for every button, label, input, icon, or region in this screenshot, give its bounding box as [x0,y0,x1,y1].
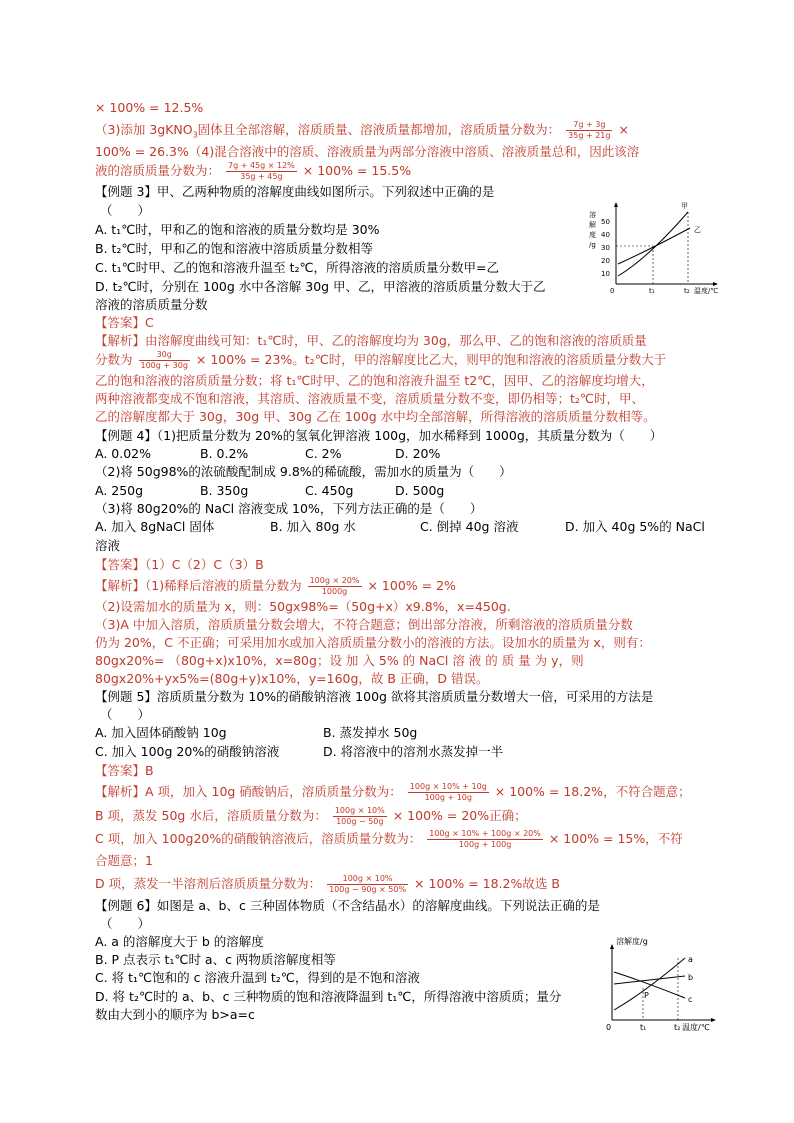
analysis-line: C 项，加入 100g20%的硝酸钠溶液后，溶质质量分数为： $\frac{100g \times 10\% + 100g \times 20\%}{100g + 100g}$ × 100% = 15%，不符 [95,829,683,849]
option: C. 将 t₁℃饱和的 c 溶液升温到 t₂℃，得到的是不饱和溶液 [95,970,420,985]
y-axis-label: 溶解度/g [616,937,648,946]
option: A. a 的溶解度大于 b 的溶解度 [95,934,264,949]
series-label: a [688,955,693,964]
x-tick-label: t₁ [649,287,655,295]
y-axis-label: /g [589,241,596,249]
analysis-line: 80gx20%= （80g+x)x10%，x=80g；设 加 入 5% 的 NaCl 溶 液 的 质 量 为 y，则 [95,653,584,668]
y-axis-label: 度 [589,231,596,239]
option: C. t₁℃时甲、乙的饱和溶液升温至 t₂℃，所得溶液的溶质质量分数甲=乙 [95,260,500,275]
fraction: $\frac{7g + 3g}{35g + 21g}$ [568,120,611,140]
option: D. 将 t₂℃时的 a、b、c 三种物质的饱和溶液降温到 t₁℃，所得溶液中溶质质；量分 [95,989,562,1004]
x-axis-label: 温度/℃ [694,287,719,295]
y-tick-label: 40 [601,231,610,239]
series-label: 甲 [681,202,688,210]
y-tick-label: 10 [601,270,610,278]
solubility-graph-2 [600,932,724,1036]
analysis-line: （3)A 中加入溶质，溶质质量分数会增大，不符合题意；倒出部分溶液，所剩溶液的溶质质量分数 [95,617,633,632]
analysis-line: 分数为 $\frac{30g}{100g + 30g}$ × 100% = 23%。t₂℃时，甲的溶解度比乙大，则甲的饱和溶液的溶质质量分数大于 [95,350,667,370]
question-title: 【例题 6】如图是 a、b、c 三种固体物质（不含结晶水）的溶解度曲线。下列说法正确的是 [95,898,600,913]
analysis-line: 两种溶液都变成不饱和溶液，其溶质、溶液质量不变，溶质质量分数不变，即仍相等；t₂℃时，甲、 [95,391,644,406]
option: B. t₂℃时，甲和乙的饱和溶液中溶质质量分数相等 [95,241,373,256]
origin-label: 0 [610,287,615,295]
y-axis-label: 解 [589,221,596,229]
fraction: $\frac{100g \times 20\%}{1000g}$ [309,576,360,596]
question-title: （2)将 50g98%的浓硫酸配制成 9.8%的稀硫酸，需加水的质量为（ ） [95,464,512,479]
fraction: $\frac{7g + 45g \times 12\%}{35g + 45g}$ [228,161,295,181]
y-tick-label: 30 [601,244,610,252]
analysis-line: 【解析】A 项，加入 10g 硝酸钠后，溶质质量分数为： $\frac{100g \times 10\% + 10g}{100g + 10g}$ × 100% = 18.2%，不符合题意； [95,782,691,802]
series-label: 乙 [694,226,701,234]
option: 溶液的溶质质量分数 [95,297,208,312]
analysis-line: 仍为 20%，C 不正确；可采用加水或加入溶质质量分数小的溶液的方法。设加水的质量为 x，则有： [95,635,651,650]
x-tick-label: t₁ [640,1023,647,1032]
question-title: 【例题 3】甲、乙两种物质的溶解度曲线如图所示。下列叙述中正确的是 [95,184,495,199]
analysis-line: 80gx20%+yx5%=(80g+y)x10%，y=160g，故 B 正确，D 错误。 [95,671,489,686]
analysis-line: 合题意；1 [95,853,153,868]
solubility-graph-1 [588,198,722,296]
fraction: $\frac{30g}{100g + 30g}$ [140,350,188,370]
option: 数由大到小的顺序为 b>a=c [95,1007,255,1022]
fraction: $\frac{100g \times 10\%}{100g - 90g \times 50\%}$ [329,874,407,894]
answer-paren: （ ） [100,203,151,218]
option: B. P 点表示 t₁℃时 a、c 两物质溶解度相等 [95,952,336,967]
question-title: 【例题 5】溶质质量分数为 10%的硝酸钠溶液 100g 欲将其溶质质量分数增大一倍，可采用的方法是 [95,689,654,704]
analysis-line: 乙的溶解度都大于 30g，30g 甲、30g 乙在 100g 水中均全部溶解，所得溶液的溶质质量分数相等。 [95,409,656,424]
analysis-line: 【解析】（1)稀释后溶液的质量分数为 $\frac{100g \times 20\%}{1000g}$ × 100% = 2% [95,576,456,596]
origin-label: 0 [606,1023,612,1032]
y-tick-label: 20 [601,257,610,265]
solution-line: 100% = 26.3%（4)混合溶液中的溶质、溶液质量为两部分溶液中溶质、溶液质量总和，因此该溶 [95,144,640,159]
x-axis-label: 温度/℃ [682,1023,710,1032]
analysis-line: （2)设需加水的质量为 x，则：50gx98%=（50g+x）x9.8%，x=450g. [95,599,511,614]
option: D. t₂℃时，分别在 100g 水中各溶解 30g 甲、乙，甲溶液的溶质质量分数大于乙 [95,279,546,294]
point-label: P [644,991,649,1000]
x-tick-label: t₂ [674,1023,681,1032]
answer: 【答案】B [95,763,154,778]
solution-line: （3)添加 3gKNO$_3$固体且全部溶解，溶质质量、溶液质量都增加，溶质质量分数为： $\frac{7g + 3g}{35g + 21g}$ × [95,120,629,140]
option-row: 溶液 [95,538,121,553]
fraction: $\frac{100g \times 10\%}{100g - 50g}$ [334,806,385,826]
fraction: $\frac{100g \times 10\% + 10g}{100g + 10g}$ [409,782,487,802]
analysis-line: D 项，蒸发一半溶剂后溶质质量分数为： $\frac{100g \times 10\%}{100g - 90g \times 50\%}$ × 100% = 18.2%故选 B [95,874,560,894]
solution-line: 液的溶质质量分数为： $\frac{7g + 45g \times 12\%}{35g + 45g}$ × 100% = 15.5% [95,161,412,181]
answer-paren: （ ） [100,916,151,931]
y-axis-label: 溶 [589,211,596,219]
analysis-line: 乙的饱和溶液的溶质质量分数；将 t₁℃时甲、乙的饱和溶液升温至 t2℃，因甲、乙的溶解度均增大， [95,373,654,388]
option: A. t₁℃时，甲和乙的饱和溶液的质量分数均是 30% [95,222,380,237]
question-title: （3)将 80g20%的 NaCl 溶液变成 10%，下列方法正确的是（ ） [95,501,483,516]
solution-line: × 100% = 12.5% [95,100,204,115]
answer-paren: （ ） [100,707,151,722]
y-tick-label: 50 [601,218,610,226]
analysis-line: B 项，蒸发 50g 水后，溶质质量分数为： $\frac{100g \times 10\%}{100g - 50g}$ × 100% = 20%正确； [95,806,527,826]
series-label: c [688,995,693,1004]
answer: 【答案】（1）C（2）C（3）B [95,557,264,572]
x-tick-label: t₂ [684,287,690,295]
analysis-line: 【解析】由溶解度曲线可知：t₁℃时，甲、乙的溶解度均为 30g，那么甲、乙的饱和溶液的溶质质量 [95,333,647,348]
fraction: $\frac{100g \times 10\% + 100g \times 20\%}{100g + 100g}$ [429,829,541,849]
question-title: 【例题 4】（1)把质量分数为 20%的氢氧化钾溶液 100g，加水稀释到 1000g，其质量分数为（ ） [95,428,663,443]
series-label: b [688,973,694,982]
answer: 【答案】C [95,315,154,330]
